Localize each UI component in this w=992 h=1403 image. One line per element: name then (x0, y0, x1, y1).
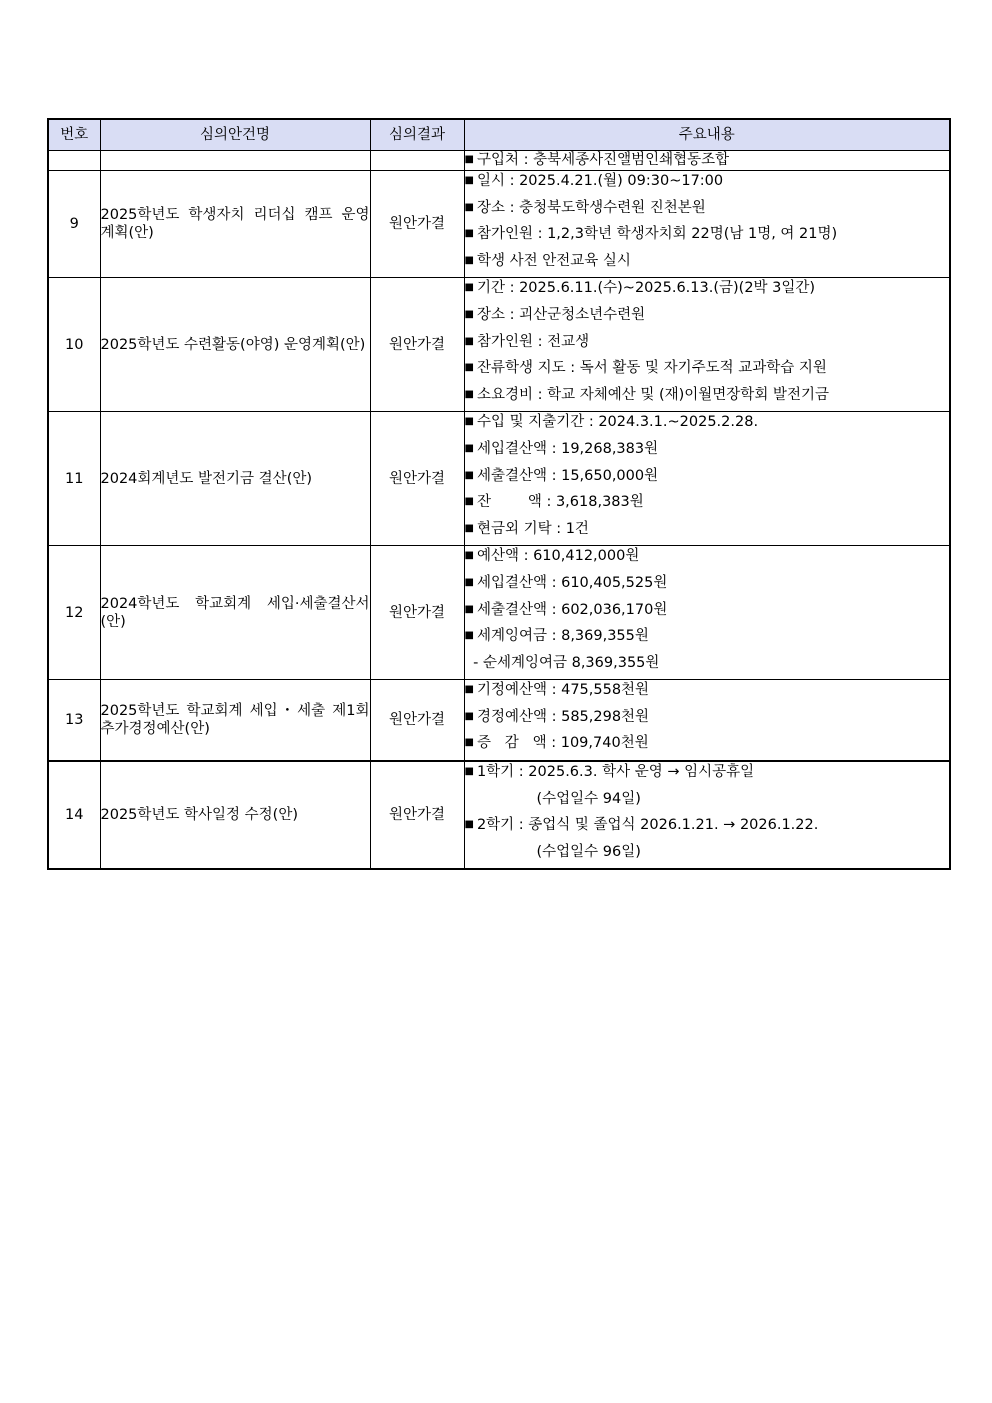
deliberation-result: 원안가결 (370, 680, 464, 761)
content-line (465, 815, 950, 842)
content-line (465, 385, 950, 412)
agenda-title: 2025학년도 수련활동(야영) 운영계획(안) (100, 278, 370, 412)
main-content (464, 278, 950, 412)
square-bullet-icon: ■ (464, 308, 474, 320)
content-text: 잔류학생 지도 : 독서 활동 및 자기주도적 교과학습 지원 (476, 360, 827, 377)
table-row (48, 546, 950, 680)
content-text: (수업일수 96일) (536, 843, 641, 860)
agenda-title: 2024회계년도 발전기금 결산(안) (100, 412, 370, 546)
content-text: 세출결산액 : 602,036,170원 (476, 601, 668, 618)
square-bullet-icon: ■ (464, 175, 474, 186)
agenda-number: 10 (48, 278, 100, 412)
deliberation-result: 원안가결 (370, 412, 464, 546)
content-text: 참가인원 : 전교생 (476, 333, 590, 350)
main-content (464, 680, 950, 761)
content-line (465, 332, 950, 359)
content-line (465, 251, 950, 278)
agenda-number: 9 (48, 171, 100, 278)
square-bullet-icon: ■ (464, 819, 474, 831)
main-content (464, 151, 950, 171)
content-line (465, 653, 950, 680)
table-row (48, 680, 950, 761)
content-text: 세입결산액 : 610,405,525원 (476, 574, 668, 591)
content-text: 세출결산액 : 15,650,000원 (476, 467, 659, 484)
deliberation-result: 원안가결 (370, 761, 464, 869)
square-bullet-icon: ■ (464, 550, 474, 562)
square-bullet-icon: ■ (464, 254, 474, 266)
deliberation-table (47, 118, 951, 870)
content-text: 참가인원 : 1,2,3학년 학생자치회 22명(남 1명, 여 21명) (476, 226, 838, 243)
content-text: 기정예산액 : 475,558천원 (476, 682, 650, 699)
content-line (465, 492, 950, 519)
content-text: 학생 사전 안전교육 실시 (476, 252, 631, 269)
agenda-number (48, 151, 100, 171)
content-line (465, 762, 950, 789)
square-bullet-icon: ■ (464, 201, 474, 213)
content-text: 증 감 액 : 109,740천원 (476, 735, 649, 752)
agenda-number: 13 (48, 680, 100, 761)
content-line (465, 600, 950, 627)
main-content (464, 171, 950, 278)
content-line (465, 278, 950, 305)
content-line (465, 412, 950, 439)
square-bullet-icon: ■ (464, 522, 474, 534)
content-line (465, 171, 950, 198)
content-text: 잔 액 : 3,618,383원 (476, 494, 644, 511)
content-line (465, 546, 950, 573)
header-title: 심의안건명 (100, 119, 370, 151)
square-bullet-icon: ■ (464, 737, 474, 749)
table-body (48, 151, 950, 870)
table-row (48, 171, 950, 278)
content-text: 예산액 : 610,412,000원 (476, 548, 640, 565)
main-content (464, 412, 950, 546)
content-line (465, 519, 950, 546)
square-bullet-icon: ■ (464, 228, 474, 240)
deliberation-result: 원안가결 (370, 546, 464, 680)
square-bullet-icon: ■ (464, 710, 474, 722)
content-line (465, 733, 950, 760)
content-line (465, 680, 950, 707)
table-row (48, 151, 950, 171)
agenda-title: 2025학년도 학사일정 수정(안) (100, 761, 370, 869)
content-line (465, 152, 950, 170)
agenda-number: 11 (48, 412, 100, 546)
square-bullet-icon: ■ (464, 335, 474, 347)
agenda-title (100, 151, 370, 171)
content-text: - 순세계잉여금 8,369,355원 (468, 654, 660, 671)
main-content (464, 761, 950, 869)
header-content: 주요내용 (464, 119, 950, 151)
content-text: 1학기 : 2025.6.3. 학사 운영 → 임시공휴일 (476, 764, 755, 781)
deliberation-result: 원안가결 (370, 171, 464, 278)
content-line (465, 224, 950, 251)
square-bullet-icon: ■ (464, 576, 474, 588)
content-line (465, 439, 950, 466)
content-line (465, 573, 950, 600)
square-bullet-icon: ■ (464, 469, 474, 481)
square-bullet-icon: ■ (464, 603, 474, 615)
agenda-title: 2024학년도 학교회계 세입·세출결산서(안) (100, 546, 370, 680)
content-line (465, 707, 950, 734)
content-text: 세입결산액 : 19,268,383원 (476, 440, 659, 457)
agenda-title: 2025학년도 학생자치 리더십 캠프 운영 계획(안) (100, 171, 370, 278)
square-bullet-icon: ■ (464, 153, 474, 165)
agenda-number: 12 (48, 546, 100, 680)
deliberation-result: 원안가결 (370, 278, 464, 412)
content-text: 장소 : 괴산군청소년수련원 (476, 306, 646, 323)
content-line (465, 198, 950, 225)
table-row (48, 761, 950, 869)
square-bullet-icon: ■ (464, 282, 474, 294)
square-bullet-icon: ■ (464, 442, 474, 454)
content-text: 일시 : 2025.4.21.(월) 09:30~17:00 (476, 173, 724, 189)
table-row (48, 412, 950, 546)
content-text: (수업일수 94일) (536, 790, 641, 807)
header-result: 심의결과 (370, 119, 464, 151)
square-bullet-icon: ■ (464, 362, 474, 374)
content-line (465, 358, 950, 385)
content-line (465, 842, 950, 869)
content-line (465, 626, 950, 653)
content-line (465, 789, 950, 816)
square-bullet-icon: ■ (464, 630, 474, 642)
content-text: 기간 : 2025.6.11.(수)~2025.6.13.(금)(2박 3일간) (476, 280, 816, 297)
content-text: 경정예산액 : 585,298천원 (476, 708, 650, 725)
content-text: 2학기 : 종업식 및 졸업식 2026.1.21. → 2026.1.22. (476, 817, 819, 834)
content-line (465, 466, 950, 493)
content-text: 소요경비 : 학교 자체예산 및 (재)이월면장학회 발전기금 (476, 386, 829, 403)
content-line (465, 305, 950, 332)
content-text: 수입 및 지출기간 : 2024.3.1.~2025.2.28. (476, 414, 759, 431)
agenda-number: 14 (48, 761, 100, 869)
main-content (464, 546, 950, 680)
deliberation-result (370, 151, 464, 171)
square-bullet-icon: ■ (464, 684, 474, 696)
content-text: 구입처 : 충북세종사진앨범인쇄협동조합 (476, 151, 730, 168)
square-bullet-icon: ■ (464, 766, 474, 778)
content-text: 현금외 기탁 : 1건 (476, 520, 589, 537)
agenda-title: 2025학년도 학교회계 세입・세출 제1회 추가경정예산(안) (100, 680, 370, 761)
header-number: 번호 (48, 119, 100, 151)
table-row (48, 278, 950, 412)
content-text: 장소 : 충청북도학생수련원 진천본원 (476, 199, 706, 216)
square-bullet-icon: ■ (464, 416, 474, 428)
content-text: 세계잉여금 : 8,369,355원 (476, 628, 649, 645)
square-bullet-icon: ■ (464, 388, 474, 400)
square-bullet-icon: ■ (464, 496, 474, 508)
table-header-row (48, 119, 950, 151)
